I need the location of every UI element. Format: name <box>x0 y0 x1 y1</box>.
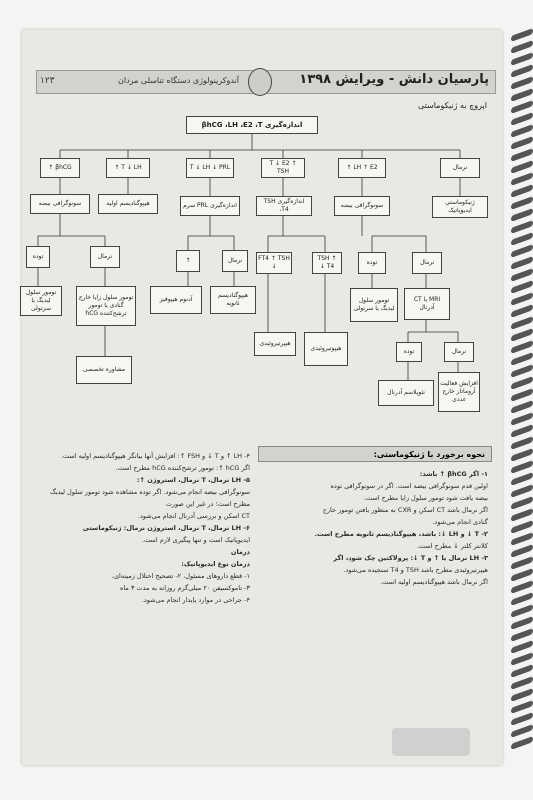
flowchart-node: افزایش فعالیت آروماتاز خارج غددی <box>438 372 480 412</box>
left-column-text <box>40 450 250 606</box>
flowchart-root-node: اندازه‌گیری βhCG ،LH ،E2 ،T <box>186 116 318 134</box>
text-line: ایدیوپاتیک است و تنها پیگیری لازم است. <box>141 536 250 544</box>
flowchart-node: نئوپلاسم آدرنال <box>378 380 434 406</box>
flowchart-node: آدنوم هیپوفیز <box>150 286 202 314</box>
flowchart-node: هیپوگنادیسم ثانویه <box>210 286 256 314</box>
chapter-subtitle: آندوکرینولوژی دستگاه تناسلی مردان <box>118 76 240 85</box>
page-number: ۱۲۳ <box>40 76 55 86</box>
text-line: گنادی انجام می‌شود. <box>432 518 488 526</box>
flowchart-node: T ↓ LH ↑ <box>106 158 150 178</box>
text-line: ۱- قطع داروهای مسئول، ۲- تصحیح اختلال زمینه‌ای، <box>111 572 250 580</box>
right-column-text <box>262 468 488 588</box>
management-section-title: نحوه برخورد با ژنیکوماستی: <box>258 446 492 462</box>
flowchart-node: تومور سلول زایا خارج گنادی یا تومور ترشح‌کننده hCG <box>76 286 136 326</box>
flowchart-node: اندازه‌گیری PRL سرم <box>180 196 240 216</box>
flowchart-node: تومور سلول لیدیگ یا سرتولی <box>20 286 62 316</box>
flowchart-node: نرمال <box>412 252 442 274</box>
flowchart-node: توده <box>26 246 50 268</box>
text-line: ۵- LH نرمال، T نرمال، استروژن ↑: <box>136 476 250 484</box>
text-line: ۶- LH نرمال، T نرمال، استروژن نرمال: ژنیکوماستی <box>82 524 250 532</box>
text-line: CT اسکن و بررسی آدرنال انجام می‌شود. <box>137 512 250 520</box>
section-title: اپروچ به ژنیکوماستی <box>417 101 487 110</box>
flowchart-node: T ↓ LH ↓ PRL <box>186 158 234 178</box>
flowchart-node: سونوگرافی بیضه <box>334 196 390 216</box>
flowchart-node: هیپوگنادیسم اولیه <box>98 194 158 214</box>
flowchart-node: FT4 ↑ TSH ↓ <box>256 252 292 274</box>
flowchart-node: هیپرتیروئیدی <box>254 332 296 356</box>
text-line: اگر hCG ↑: تومور ترشح‌کننده hCG مطرح است. <box>115 464 250 472</box>
flowchart-node: نرمال <box>444 342 474 362</box>
watermark-logo-icon <box>392 728 470 756</box>
flowchart-node: توده <box>358 252 386 274</box>
text-line: کلانتر کلتر ↓ مطرح است. <box>416 542 488 550</box>
flowchart-node: هیپوتیروئیدی <box>304 332 348 366</box>
flowchart-node: نرمال <box>90 246 120 268</box>
flowchart-node: توده <box>396 342 422 362</box>
text-line: درمان نوع ایدیوپاتیک: <box>181 560 250 568</box>
flowchart-node: اندازه‌گیری TSH ،T4 <box>256 196 312 216</box>
text-line: اگر نرمال باشد هیپوگنادیسم اولیه است. <box>380 578 488 586</box>
book-title: پارسیان دانش - ویرایش ۱۳۹۸ <box>299 72 489 87</box>
text-line: اولین قدم سونوگرافی بیضه است. اگر در سونوگرافی توده <box>330 482 488 490</box>
text-line: درمان <box>230 548 250 556</box>
text-line: ۴- جراحی در موارد پایدار انجام می‌شود. <box>141 596 250 604</box>
flowchart-node: نرمال <box>222 250 248 272</box>
flowchart-node: تومور سلول لیدیگ یا سرتولی <box>350 288 398 322</box>
text-line: ۳- LH نرمال یا ↑ و T ↓: پرولاکتین چک شود، اگر <box>333 554 488 562</box>
text-line: هیپرتیروئیدی مطرح باشد TSH و T4 سنجیده می‌شود. <box>343 566 488 574</box>
text-line: سونوگرافی بیضه انجام می‌شود. اگر توده مشاهده شود تومور سلول لیدیگ مطرح است؛ در غیر این صورت <box>50 488 250 508</box>
flowchart-node: ژنیکوماستی ایدیوپاتیک <box>432 196 488 218</box>
text-line: ۳- تاموکسیفن ۲۰ میلی‌گرم روزانه به مدت ۳ ماه <box>120 584 250 592</box>
flowchart-node: MRI یا CT آدرنال <box>404 288 450 320</box>
text-line: اگر نرمال باشد CT اسکن و CXR به منظور یافتن تومور خارج <box>322 506 488 514</box>
flowchart-node: T ↓ E2 ↑ TSH <box>261 158 305 178</box>
flowchart-node: ↑ <box>176 250 200 272</box>
flowchart-node: سونوگرافی بیضه <box>30 194 90 214</box>
text-line: ۴- LH ↑ و T ↓ و FSH ↑: افزایش آنها بیانگر هیپوگنادیسم اولیه است. <box>60 452 250 460</box>
flowchart-node: TSH ↑ T4 ↓ <box>312 252 342 274</box>
flowchart-node: βhCG ↑ <box>40 158 80 178</box>
flowchart-node: LH ↑ E2 ↑ <box>338 158 386 178</box>
text-line: بیضه یافت شود تومور سلول زایا مطرح است. <box>363 494 488 502</box>
text-line: ۲- T ↓ و LH ↓: باشد، هیپوگنادیسم ثانویه مطرح است. <box>314 530 488 538</box>
text-line: ۱- اگر βhCG ↑ باشد: <box>419 470 488 478</box>
flowchart-node: مشاوره تخصصی <box>76 356 132 384</box>
flowchart-node: نرمال <box>440 158 480 178</box>
